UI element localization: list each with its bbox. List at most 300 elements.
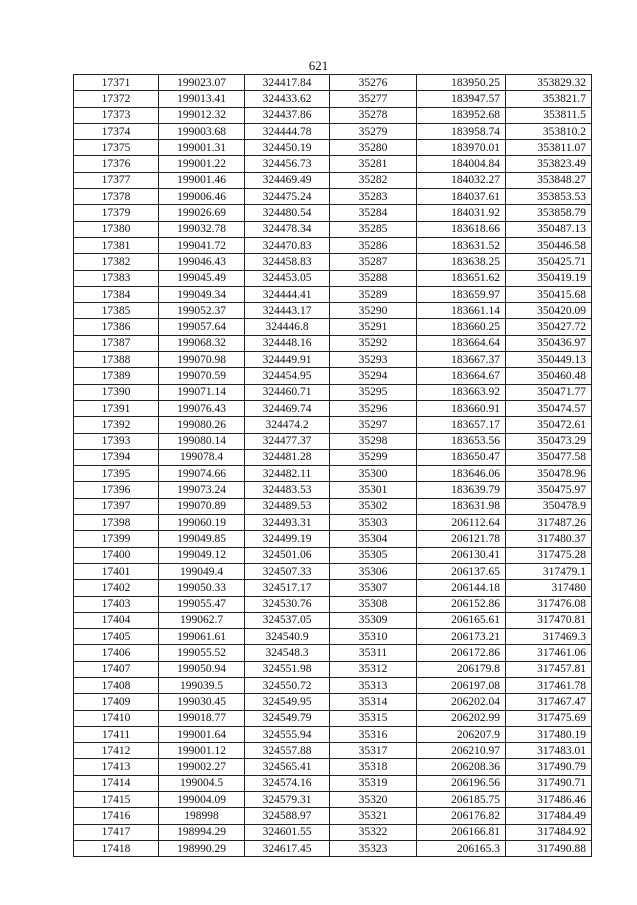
table-cell: 199049.4	[159, 563, 245, 579]
table-cell: 183659.97	[417, 286, 506, 302]
table-cell: 199045.49	[159, 270, 245, 286]
table-cell: 35303	[330, 515, 417, 531]
table-cell: 199076.43	[159, 400, 245, 416]
table-cell: 199080.26	[159, 417, 245, 433]
table-cell: 353829.32	[506, 75, 592, 91]
table-row	[74, 172, 592, 188]
table-cell: 324469.49	[245, 172, 330, 188]
table-cell: 199032.78	[159, 221, 245, 237]
table-row	[74, 189, 592, 205]
table-cell: 17404	[74, 612, 159, 628]
table-cell: 35308	[330, 596, 417, 612]
table-cell: 35294	[330, 368, 417, 384]
table-cell: 17373	[74, 107, 159, 123]
table-cell: 35276	[330, 75, 417, 91]
table-cell: 35315	[330, 710, 417, 726]
table-row	[74, 694, 592, 710]
table-cell: 17392	[74, 417, 159, 433]
table-cell: 35304	[330, 531, 417, 547]
table-cell: 324579.31	[245, 792, 330, 808]
table-row	[74, 775, 592, 791]
table-cell: 324475.24	[245, 189, 330, 205]
table-cell: 17400	[74, 547, 159, 563]
table-cell: 317470.81	[506, 612, 592, 628]
table-cell: 324458.83	[245, 254, 330, 270]
table-cell: 350425.71	[506, 254, 592, 270]
table-row	[74, 840, 592, 856]
table-row	[74, 123, 592, 139]
table-cell: 17408	[74, 677, 159, 693]
table-row	[74, 303, 592, 319]
table-cell: 199004.09	[159, 792, 245, 808]
table-cell: 324548.3	[245, 645, 330, 661]
table-cell: 206112.64	[417, 515, 506, 531]
table-row	[74, 286, 592, 302]
table-cell: 350460.48	[506, 368, 592, 384]
table-cell: 317475.28	[506, 547, 592, 563]
table-cell: 353821.7	[506, 91, 592, 107]
table-cell: 206173.21	[417, 629, 506, 645]
table-cell: 17387	[74, 335, 159, 351]
table-cell: 35297	[330, 417, 417, 433]
table-cell: 317461.78	[506, 677, 592, 693]
table-cell: 17377	[74, 172, 159, 188]
table-cell: 35320	[330, 792, 417, 808]
table-cell: 317490.71	[506, 775, 592, 791]
table-row	[74, 368, 592, 384]
table-cell: 183653.56	[417, 433, 506, 449]
table-cell: 17388	[74, 352, 159, 368]
table-cell: 35323	[330, 840, 417, 856]
table-row	[74, 107, 592, 123]
table-cell: 35282	[330, 172, 417, 188]
table-cell: 353853.53	[506, 189, 592, 205]
table-cell: 324450.19	[245, 140, 330, 156]
table-cell: 199026.69	[159, 205, 245, 221]
table-cell: 350446.58	[506, 237, 592, 253]
table-cell: 35314	[330, 694, 417, 710]
table-cell: 199012.32	[159, 107, 245, 123]
table-cell: 17390	[74, 384, 159, 400]
table-row	[74, 629, 592, 645]
table-cell: 317480	[506, 580, 592, 596]
table-cell: 317479.1	[506, 563, 592, 579]
table-row	[74, 417, 592, 433]
table-cell: 183618.66	[417, 221, 506, 237]
table-row	[74, 824, 592, 840]
table-cell: 17376	[74, 156, 159, 172]
table-cell: 324483.53	[245, 482, 330, 498]
table-cell: 199068.32	[159, 335, 245, 351]
table-cell: 324449.91	[245, 352, 330, 368]
table-cell: 324540.9	[245, 629, 330, 645]
table-cell: 17379	[74, 205, 159, 221]
table-cell: 206121.78	[417, 531, 506, 547]
table-cell: 350420.09	[506, 303, 592, 319]
table-cell: 324454.95	[245, 368, 330, 384]
table-cell: 35277	[330, 91, 417, 107]
table-cell: 17403	[74, 596, 159, 612]
table-cell: 17412	[74, 743, 159, 759]
table-cell: 35283	[330, 189, 417, 205]
table-cell: 199055.47	[159, 596, 245, 612]
table-cell: 199002.27	[159, 759, 245, 775]
table-cell: 183646.06	[417, 466, 506, 482]
table-cell: 324574.16	[245, 775, 330, 791]
table-cell: 324480.54	[245, 205, 330, 221]
table-cell: 350427.72	[506, 319, 592, 335]
table-cell: 199046.43	[159, 254, 245, 270]
table-cell: 183950.25	[417, 75, 506, 91]
table-cell: 324549.79	[245, 710, 330, 726]
table-cell: 183952.68	[417, 107, 506, 123]
table-cell: 35293	[330, 352, 417, 368]
table-cell: 324460.71	[245, 384, 330, 400]
table-cell: 324448.16	[245, 335, 330, 351]
table-cell: 206196.56	[417, 775, 506, 791]
table-cell: 324482.11	[245, 466, 330, 482]
table-cell: 35300	[330, 466, 417, 482]
table-cell: 199050.33	[159, 580, 245, 596]
table-cell: 17386	[74, 319, 159, 335]
table-cell: 35319	[330, 775, 417, 791]
table-cell: 350449.13	[506, 352, 592, 368]
table-cell: 199049.12	[159, 547, 245, 563]
table-cell: 17413	[74, 759, 159, 775]
table-row	[74, 352, 592, 368]
table-cell: 199070.89	[159, 498, 245, 514]
table-cell: 350415.68	[506, 286, 592, 302]
table-cell: 17398	[74, 515, 159, 531]
table-cell: 35316	[330, 726, 417, 742]
table-cell: 35285	[330, 221, 417, 237]
table-cell: 17397	[74, 498, 159, 514]
table-cell: 17394	[74, 449, 159, 465]
table-cell: 324417.84	[245, 75, 330, 91]
table-cell: 324443.17	[245, 303, 330, 319]
table-cell: 183631.98	[417, 498, 506, 514]
table-cell: 206208.36	[417, 759, 506, 775]
table-cell: 324499.19	[245, 531, 330, 547]
table-cell: 183639.79	[417, 482, 506, 498]
table-row	[74, 400, 592, 416]
table-cell: 324517.17	[245, 580, 330, 596]
table-cell: 35296	[330, 400, 417, 416]
table-cell: 353810.2	[506, 123, 592, 139]
table-cell: 324551.98	[245, 661, 330, 677]
table-cell: 206165.3	[417, 840, 506, 856]
table-row	[74, 515, 592, 531]
table-cell: 317484.92	[506, 824, 592, 840]
table-cell: 324549.95	[245, 694, 330, 710]
table-cell: 198990.29	[159, 840, 245, 856]
table-cell: 206130.41	[417, 547, 506, 563]
table-cell: 35321	[330, 808, 417, 824]
table-cell: 183660.91	[417, 400, 506, 416]
table-row	[74, 449, 592, 465]
table-cell: 206172.86	[417, 645, 506, 661]
table-row	[74, 677, 592, 693]
table-row	[74, 531, 592, 547]
table-cell: 183651.62	[417, 270, 506, 286]
table-cell: 324555.94	[245, 726, 330, 742]
table-cell: 199001.46	[159, 172, 245, 188]
table-cell: 324489.53	[245, 498, 330, 514]
table-cell: 17407	[74, 661, 159, 677]
table-row	[74, 726, 592, 742]
table-cell: 199062.7	[159, 612, 245, 628]
table-cell: 17405	[74, 629, 159, 645]
table-cell: 317487.26	[506, 515, 592, 531]
table-cell: 350474.57	[506, 400, 592, 416]
table-cell: 199001.64	[159, 726, 245, 742]
table-cell: 350419.19	[506, 270, 592, 286]
table-cell: 199001.22	[159, 156, 245, 172]
table-cell: 198994.29	[159, 824, 245, 840]
table-cell: 350471.77	[506, 384, 592, 400]
table-cell: 35302	[330, 498, 417, 514]
table-cell: 35305	[330, 547, 417, 563]
table-cell: 324550.72	[245, 677, 330, 693]
table-cell: 199013.41	[159, 91, 245, 107]
table-cell: 17406	[74, 645, 159, 661]
table-cell: 17389	[74, 368, 159, 384]
table-cell: 206202.04	[417, 694, 506, 710]
table-row	[74, 433, 592, 449]
table-cell: 183660.25	[417, 319, 506, 335]
table-cell: 17384	[74, 286, 159, 302]
table-cell: 199050.94	[159, 661, 245, 677]
table-cell: 206165.61	[417, 612, 506, 628]
table-cell: 183958.74	[417, 123, 506, 139]
table-cell: 35291	[330, 319, 417, 335]
table-cell: 35284	[330, 205, 417, 221]
table-cell: 324469.74	[245, 400, 330, 416]
table-row	[74, 645, 592, 661]
table-cell: 324481.28	[245, 449, 330, 465]
table-row	[74, 205, 592, 221]
table-cell: 35292	[330, 335, 417, 351]
table-row	[74, 91, 592, 107]
table-row	[74, 466, 592, 482]
table-cell: 199004.5	[159, 775, 245, 791]
table-cell: 35281	[330, 156, 417, 172]
table-cell: 324588.97	[245, 808, 330, 824]
table-cell: 350487.13	[506, 221, 592, 237]
table-cell: 350475.97	[506, 482, 592, 498]
table-cell: 199003.68	[159, 123, 245, 139]
table-cell: 317480.37	[506, 531, 592, 547]
table-row	[74, 319, 592, 335]
table-cell: 35299	[330, 449, 417, 465]
table-cell: 17415	[74, 792, 159, 808]
table-cell: 206152.86	[417, 596, 506, 612]
table-cell: 35313	[330, 677, 417, 693]
table-cell: 199061.61	[159, 629, 245, 645]
table-cell: 199070.59	[159, 368, 245, 384]
table-cell: 183664.67	[417, 368, 506, 384]
table-cell: 199070.98	[159, 352, 245, 368]
page-number: 621	[308, 58, 329, 73]
table-cell: 17375	[74, 140, 159, 156]
table-cell: 17411	[74, 726, 159, 742]
table-cell: 324446.8	[245, 319, 330, 335]
table-cell: 206207.9	[417, 726, 506, 742]
table-cell: 184032.27	[417, 172, 506, 188]
table-cell: 350436.97	[506, 335, 592, 351]
table-cell: 206185.75	[417, 792, 506, 808]
table-cell: 35306	[330, 563, 417, 579]
table-cell: 35317	[330, 743, 417, 759]
table-cell: 199041.72	[159, 237, 245, 253]
table-cell: 324537.05	[245, 612, 330, 628]
table-cell: 317484.49	[506, 808, 592, 824]
table-cell: 199039.5	[159, 677, 245, 693]
table-cell: 199071.14	[159, 384, 245, 400]
table-cell: 324507.33	[245, 563, 330, 579]
table-cell: 324557.88	[245, 743, 330, 759]
table-cell: 183650.47	[417, 449, 506, 465]
table-cell: 324477.37	[245, 433, 330, 449]
table-cell: 324444.41	[245, 286, 330, 302]
table-cell: 35280	[330, 140, 417, 156]
table-row	[74, 547, 592, 563]
table-cell: 17391	[74, 400, 159, 416]
table-row	[74, 808, 592, 824]
table-cell: 353848.27	[506, 172, 592, 188]
table-cell: 350473.29	[506, 433, 592, 449]
table-cell: 317467.47	[506, 694, 592, 710]
table-cell: 17381	[74, 237, 159, 253]
table-cell: 17393	[74, 433, 159, 449]
table-cell: 350477.58	[506, 449, 592, 465]
table-cell: 17402	[74, 580, 159, 596]
table-row	[74, 75, 592, 91]
table-cell: 199073.24	[159, 482, 245, 498]
table-cell: 35311	[330, 645, 417, 661]
table-cell: 324501.06	[245, 547, 330, 563]
table-cell: 17396	[74, 482, 159, 498]
table-row	[74, 498, 592, 514]
table-cell: 199060.19	[159, 515, 245, 531]
coordinates-table	[73, 74, 592, 857]
table-cell: 17385	[74, 303, 159, 319]
table-cell: 17416	[74, 808, 159, 824]
table-row	[74, 759, 592, 775]
table-cell: 35279	[330, 123, 417, 139]
table-cell: 324437.86	[245, 107, 330, 123]
table-cell: 184004.84	[417, 156, 506, 172]
table-row	[74, 335, 592, 351]
table-cell: 183947.57	[417, 91, 506, 107]
table-cell: 35289	[330, 286, 417, 302]
table-cell: 199023.07	[159, 75, 245, 91]
table-cell: 317490.88	[506, 840, 592, 856]
table-cell: 35278	[330, 107, 417, 123]
table-row	[74, 140, 592, 156]
table-cell: 199001.12	[159, 743, 245, 759]
table-cell: 17374	[74, 123, 159, 139]
table-cell: 206197.08	[417, 677, 506, 693]
table-cell: 324617.45	[245, 840, 330, 856]
table-row	[74, 612, 592, 628]
table-cell: 353858.79	[506, 205, 592, 221]
table-cell: 35298	[330, 433, 417, 449]
table-cell: 17410	[74, 710, 159, 726]
table-cell: 324530.76	[245, 596, 330, 612]
table-cell: 183657.17	[417, 417, 506, 433]
table-cell: 17409	[74, 694, 159, 710]
table-cell: 353823.49	[506, 156, 592, 172]
table-cell: 353811.5	[506, 107, 592, 123]
table-cell: 183664.64	[417, 335, 506, 351]
table-cell: 199006.46	[159, 189, 245, 205]
table-cell: 35301	[330, 482, 417, 498]
table-cell: 35307	[330, 580, 417, 596]
table-cell: 17380	[74, 221, 159, 237]
table-cell: 35310	[330, 629, 417, 645]
table-cell: 324456.73	[245, 156, 330, 172]
table-cell: 35309	[330, 612, 417, 628]
table-cell: 199052.37	[159, 303, 245, 319]
table-cell: 199055.52	[159, 645, 245, 661]
table-cell: 183667.37	[417, 352, 506, 368]
table-cell: 324478.34	[245, 221, 330, 237]
table-row	[74, 482, 592, 498]
table-cell: 350478.9	[506, 498, 592, 514]
table-cell: 206210.97	[417, 743, 506, 759]
table-cell: 199001.31	[159, 140, 245, 156]
table-row	[74, 237, 592, 253]
table-cell: 198998	[159, 808, 245, 824]
table-cell: 324433.62	[245, 91, 330, 107]
table-cell: 317486.46	[506, 792, 592, 808]
table-cell: 353811.07	[506, 140, 592, 156]
table-cell: 317476.08	[506, 596, 592, 612]
table-cell: 324470.83	[245, 237, 330, 253]
table-cell: 35290	[330, 303, 417, 319]
table-row	[74, 792, 592, 808]
table-cell: 183970.01	[417, 140, 506, 156]
table-cell: 317457.81	[506, 661, 592, 677]
table-cell: 199018.77	[159, 710, 245, 726]
coordinates-table-body	[74, 75, 592, 857]
table-cell: 317483.01	[506, 743, 592, 759]
table-cell: 199049.34	[159, 286, 245, 302]
table-cell: 35287	[330, 254, 417, 270]
table-cell: 317461.06	[506, 645, 592, 661]
table-cell: 206176.82	[417, 808, 506, 824]
table-row	[74, 221, 592, 237]
table-cell: 206144.18	[417, 580, 506, 596]
table-cell: 324474.2	[245, 417, 330, 433]
table-cell: 35312	[330, 661, 417, 677]
table-cell: 35286	[330, 237, 417, 253]
table-row	[74, 254, 592, 270]
table-cell: 17418	[74, 840, 159, 856]
table-cell: 183638.25	[417, 254, 506, 270]
table-cell: 17414	[74, 775, 159, 791]
table-cell: 206202.99	[417, 710, 506, 726]
table-cell: 199080.14	[159, 433, 245, 449]
table-row	[74, 710, 592, 726]
table-cell: 183631.52	[417, 237, 506, 253]
table-cell: 17378	[74, 189, 159, 205]
table-cell: 35295	[330, 384, 417, 400]
table-cell: 35322	[330, 824, 417, 840]
table-row	[74, 580, 592, 596]
table-cell: 17395	[74, 466, 159, 482]
